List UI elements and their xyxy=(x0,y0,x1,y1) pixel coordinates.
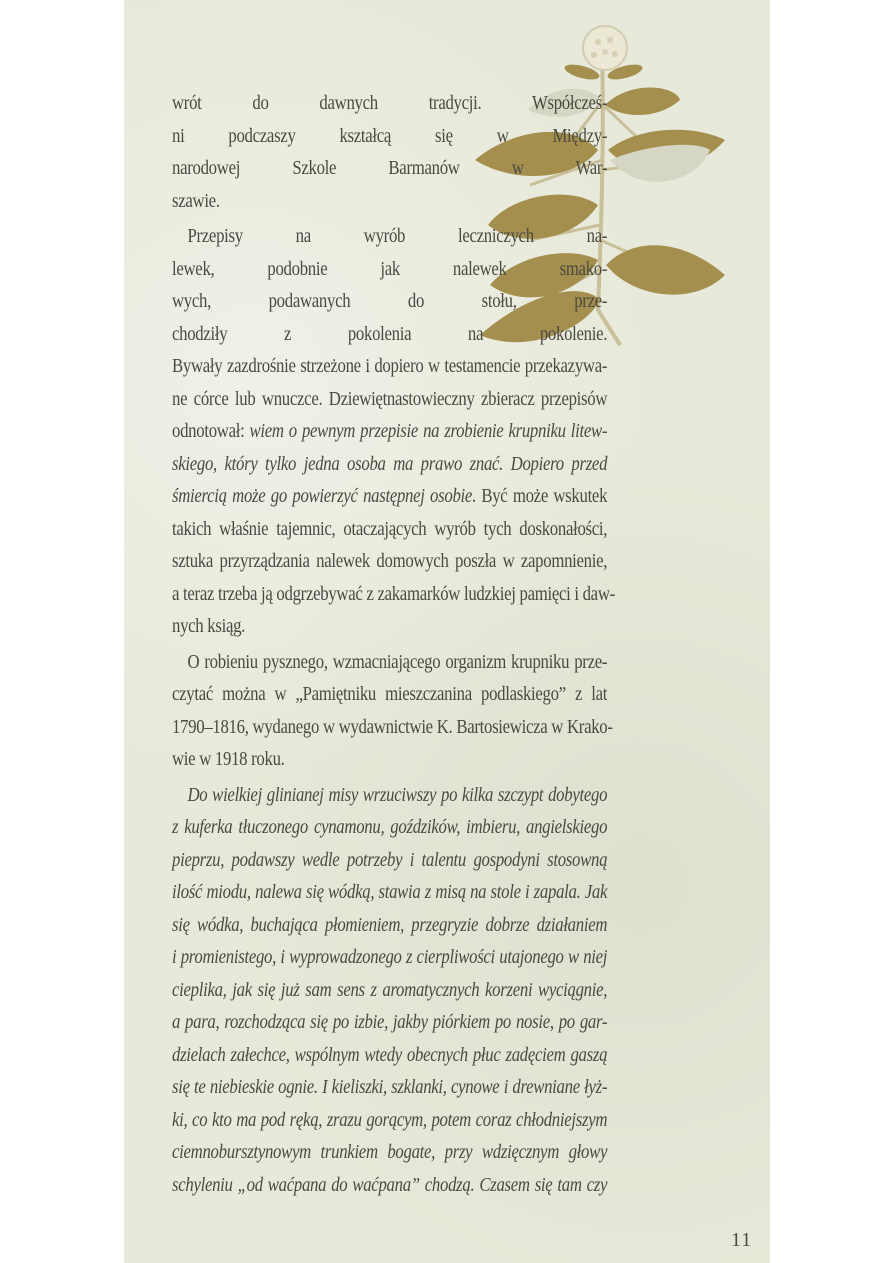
text-line: a teraz trzeba ją odgrzebywać z zakamarków ludzkiej pamięci i daw- xyxy=(172,583,615,605)
text-line: lewek, podobnie jak nalewek smako- xyxy=(172,258,608,280)
text-line: Bywały zazdrośnie strzeżone i dopiero w testamencie przekazywa- xyxy=(172,356,608,377)
text-line: pieprzu, podawszy wedle potrzeby i talentu gospodyni stosowną xyxy=(172,849,608,871)
text-line xyxy=(172,416,607,449)
text-line: się te niebieskie ognie. I kieliszki, szklanki, cynowe i drewniane łyż- xyxy=(172,1077,608,1098)
text-line: czytać można w „Pamiętniku mieszczanina podlaskiego” z lat xyxy=(172,684,608,705)
text-line: sztuka przyrządzania nalewek domowych poszła w zapomnienie, xyxy=(172,551,608,572)
text-line: się wódka, buchająca płomieniem, przegryzie dobrze działaniem xyxy=(172,914,608,936)
text-normal: . Być może wskutek xyxy=(472,486,608,507)
text-line: i promienistego, i wyprowadzonego z cierpliwości utajonego w niej xyxy=(172,947,608,968)
text-line: 1790–1816, wydanego w wydawnictwie K. Bartosiewicza w Krako- xyxy=(172,716,613,738)
text-line: a para, rozchodząca się po izbie, jakby piórkiem po nosie, po gar- xyxy=(172,1012,608,1033)
text-line: ne córce lub wnuczce. Dziewiętnastowieczny zbieracz przepisów xyxy=(172,388,608,410)
text-line: nych ksiąg. xyxy=(172,616,246,637)
text-normal: odnotował: xyxy=(172,421,250,442)
text-line: z kuferka tłuczonego cynamonu, goździków, imbieru, angielskiego xyxy=(172,817,608,838)
text-line: szawie. xyxy=(172,190,220,212)
text-line xyxy=(172,481,607,514)
body-text xyxy=(172,88,615,1202)
text-line: skiego, który tylko jedna osoba ma prawo znać. Dopiero przed xyxy=(172,453,608,475)
text-line: takich właśnie tajemnic, otaczających wyrób tych doskonałości, xyxy=(172,518,608,540)
text-line: chodziły z pokolenia na pokolenie. xyxy=(172,323,608,345)
text-line: ilość miodu, nalewa się wódką, stawia z misą na stole i zapala. Jak xyxy=(172,882,608,903)
text-line: wie w 1918 roku. xyxy=(172,749,285,770)
text-line: Do wielkiej glinianej misy wrzuciwszy po kilka szczypt dobytego xyxy=(187,784,608,806)
page-number: 11 xyxy=(731,1229,753,1251)
text-line: O robieniu pysznego, wzmacniającego organizm krupniku prze- xyxy=(187,651,608,673)
text-line: Przepisy na wyrób leczniczych na- xyxy=(187,226,608,247)
text-italic: wiem o pewnym przepisie na zrobienie krupniku litew- xyxy=(249,421,608,442)
text-line: wych, podawanych do stołu, prze- xyxy=(172,291,608,312)
text-italic: śmiercią może go powierzyć następnej osobie xyxy=(172,486,473,507)
text-line: cieplika, jak się już sam sens z aromatycznych korzeni wyciągnie, xyxy=(172,979,608,1001)
text-line: ciemnobursztynowym trunkiem bogate, przy wdzięcznym głowy xyxy=(172,1142,608,1163)
text-line: dzielach załechce, wspólnym wtedy obecnych płuc zadęciem gaszą xyxy=(172,1044,608,1066)
text-line: ni podczaszy kształcą się w Między- xyxy=(172,125,608,147)
text-line: ki, co kto ma pod ręką, zrazu gorącym, potem coraz chłodniejszym xyxy=(172,1109,608,1131)
text-line: schyleniu „od waćpana do waćpana” chodzą. Czasem się tam czy xyxy=(172,1174,608,1196)
text-line: wrót do dawnych tradycji. Współcześ- xyxy=(172,93,608,114)
text-line: narodowej Szkole Barmanów w War- xyxy=(172,158,608,179)
